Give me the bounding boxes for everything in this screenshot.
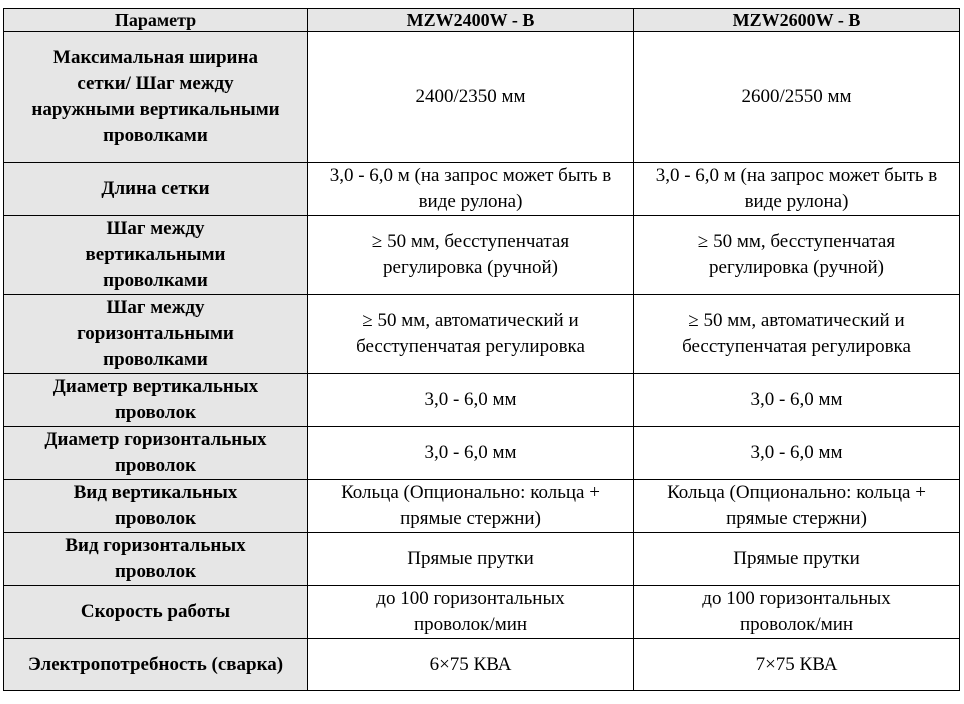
value-cell-mzw2400: ≥ 50 мм, бесступенчатая регулировка (ручной) xyxy=(308,216,634,295)
value-cell-mzw2400: ≥ 50 мм, автоматический и бесступенчатая регулировка xyxy=(308,295,634,374)
param-cell: Вид горизонтальных проволок xyxy=(4,533,308,586)
table-row xyxy=(4,639,960,691)
param-cell: Длина сетки xyxy=(4,163,308,216)
value-cell-mzw2400: 3,0 - 6,0 мм xyxy=(308,427,634,480)
param-cell: Шаг между горизонтальными проволками xyxy=(4,295,308,374)
param-cell: Электропотребность (сварка) xyxy=(4,639,308,691)
table-row xyxy=(4,586,960,639)
header-row xyxy=(4,9,960,32)
value-cell-mzw2600: ≥ 50 мм, автоматический и бесступенчатая регулировка xyxy=(634,295,960,374)
param-cell: Диаметр горизонтальных проволок xyxy=(4,427,308,480)
table-row xyxy=(4,32,960,163)
header-model-mzw2400: MZW2400W - B xyxy=(308,9,634,32)
value-cell-mzw2400: 2400/2350 мм xyxy=(308,32,634,163)
value-cell-mzw2600: Прямые прутки xyxy=(634,533,960,586)
value-cell-mzw2600: 2600/2550 мм xyxy=(634,32,960,163)
param-cell: Максимальная ширина сетки/ Шаг между наружными вертикальными проволками xyxy=(4,32,308,163)
value-cell-mzw2600: 3,0 - 6,0 м (на запрос может быть в виде рулона) xyxy=(634,163,960,216)
header-model-mzw2600: MZW2600W - B xyxy=(634,9,960,32)
value-cell-mzw2600: 3,0 - 6,0 мм xyxy=(634,374,960,427)
table-row xyxy=(4,295,960,374)
value-cell-mzw2600: 7×75 КВА xyxy=(634,639,960,691)
value-cell-mzw2400: Прямые прутки xyxy=(308,533,634,586)
spec-table xyxy=(3,8,960,691)
value-cell-mzw2400: 3,0 - 6,0 м (на запрос может быть в виде рулона) xyxy=(308,163,634,216)
value-cell-mzw2400: 6×75 КВА xyxy=(308,639,634,691)
value-cell-mzw2600: до 100 горизонтальных проволок/мин xyxy=(634,586,960,639)
value-cell-mzw2400: до 100 горизонтальных проволок/мин xyxy=(308,586,634,639)
param-cell: Скорость работы xyxy=(4,586,308,639)
value-cell-mzw2600: Кольца (Опционально: кольца + прямые стержни) xyxy=(634,480,960,533)
table-row xyxy=(4,374,960,427)
value-cell-mzw2600: ≥ 50 мм, бесступенчатая регулировка (ручной) xyxy=(634,216,960,295)
value-cell-mzw2400: 3,0 - 6,0 мм xyxy=(308,374,634,427)
table-row xyxy=(4,163,960,216)
table-row xyxy=(4,427,960,480)
header-parameter: Параметр xyxy=(4,9,308,32)
table-row xyxy=(4,480,960,533)
param-cell: Вид вертикальных проволок xyxy=(4,480,308,533)
table-row xyxy=(4,216,960,295)
table-row xyxy=(4,533,960,586)
param-cell: Шаг между вертикальными проволками xyxy=(4,216,308,295)
value-cell-mzw2400: Кольца (Опционально: кольца + прямые стержни) xyxy=(308,480,634,533)
value-cell-mzw2600: 3,0 - 6,0 мм xyxy=(634,427,960,480)
param-cell: Диаметр вертикальных проволок xyxy=(4,374,308,427)
